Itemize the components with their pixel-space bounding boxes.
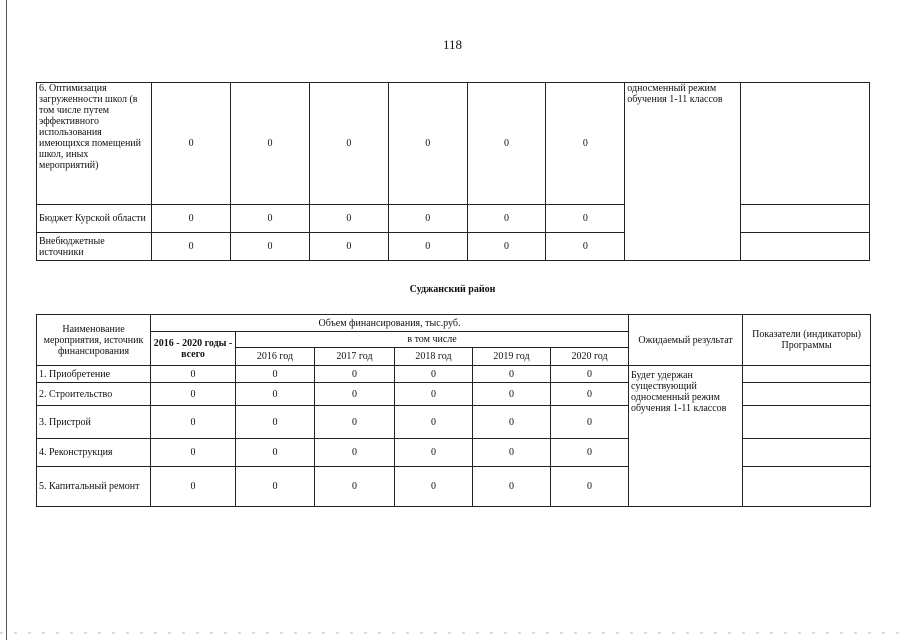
cell-value: 0 bbox=[151, 439, 236, 467]
table-row bbox=[37, 233, 870, 261]
header-total: 2016 - 2020 годы - всего bbox=[151, 332, 236, 366]
cell-value: 0 bbox=[315, 406, 395, 439]
header-funding: Объем финансирования, тыс.руб. bbox=[151, 315, 629, 332]
header-indicators: Показатели (индикаторы) Программы bbox=[743, 315, 871, 366]
cell-value: 0 bbox=[388, 83, 467, 205]
cell-value: 0 bbox=[395, 406, 473, 439]
cell-value: 0 bbox=[388, 205, 467, 233]
cell-value: 0 bbox=[231, 83, 310, 205]
cell-value: 0 bbox=[151, 406, 236, 439]
row-label: 6. Оптимизация загруженности школ (в том числе путем эффективного использования имеющихся помещений школ, иных мероприятий) bbox=[37, 83, 152, 205]
table-row bbox=[37, 383, 871, 406]
indicator-cell bbox=[743, 467, 871, 507]
cell-value: 0 bbox=[315, 383, 395, 406]
indicator-cell bbox=[743, 406, 871, 439]
cell-value: 0 bbox=[151, 366, 236, 383]
indicator-cell bbox=[743, 383, 871, 406]
row-label: Внебюджетные источники bbox=[37, 233, 152, 261]
cell-value: 0 bbox=[467, 205, 546, 233]
page-edge-line bbox=[6, 0, 7, 640]
table-financing-sudzha bbox=[36, 314, 871, 507]
cell-value: 0 bbox=[473, 366, 551, 383]
cell-value: 0 bbox=[231, 205, 310, 233]
cell-value: 0 bbox=[551, 406, 629, 439]
cell-value: 0 bbox=[236, 383, 315, 406]
cell-value: 0 bbox=[315, 439, 395, 467]
cell-value: 0 bbox=[473, 383, 551, 406]
cell-value: 0 bbox=[151, 383, 236, 406]
cell-value: 0 bbox=[546, 205, 625, 233]
cell-value: 0 bbox=[236, 366, 315, 383]
cell-value: 0 bbox=[395, 366, 473, 383]
cell-value: 0 bbox=[395, 467, 473, 507]
cell-value: 0 bbox=[395, 439, 473, 467]
table-financing-continued bbox=[36, 82, 870, 261]
cell-value: 0 bbox=[309, 233, 388, 261]
cell-value: 0 bbox=[546, 233, 625, 261]
cell-value: 0 bbox=[473, 439, 551, 467]
cell-value: 0 bbox=[551, 366, 629, 383]
section-title: Суджанский район bbox=[409, 284, 496, 295]
indicator-cell bbox=[740, 233, 869, 261]
cell-value: 0 bbox=[467, 233, 546, 261]
header-including: в том числе bbox=[236, 332, 629, 348]
table-row bbox=[37, 439, 871, 467]
row-label: 5. Капитальный ремонт bbox=[37, 467, 151, 507]
header-year: 2018 год bbox=[395, 348, 473, 366]
row-label: 3. Пристрой bbox=[37, 406, 151, 439]
row-label: Бюджет Курской области bbox=[37, 205, 152, 233]
cell-value: 0 bbox=[467, 83, 546, 205]
cell-value: 0 bbox=[309, 205, 388, 233]
cell-value: 0 bbox=[395, 383, 473, 406]
cell-value: 0 bbox=[473, 467, 551, 507]
cell-value: 0 bbox=[152, 233, 231, 261]
table-row bbox=[37, 83, 870, 205]
row-label: 4. Реконструкция bbox=[37, 439, 151, 467]
cell-value: 0 bbox=[551, 439, 629, 467]
table-row bbox=[37, 467, 871, 507]
cell-value: 0 bbox=[236, 467, 315, 507]
table-row bbox=[37, 205, 870, 233]
cell-value: 0 bbox=[315, 366, 395, 383]
cell-value: 0 bbox=[236, 439, 315, 467]
cell-value: 0 bbox=[473, 406, 551, 439]
indicator-cell bbox=[740, 83, 869, 205]
header-row bbox=[37, 315, 871, 332]
cell-value: 0 bbox=[551, 383, 629, 406]
header-year: 2016 год bbox=[236, 348, 315, 366]
cell-value: 0 bbox=[309, 83, 388, 205]
cell-value: 0 bbox=[388, 233, 467, 261]
cell-value: 0 bbox=[315, 467, 395, 507]
cell-value: 0 bbox=[236, 406, 315, 439]
header-year: 2017 год bbox=[315, 348, 395, 366]
cell-value: 0 bbox=[152, 83, 231, 205]
header-name: Наименование мероприятия, источник финансирования bbox=[37, 315, 151, 366]
indicator-cell bbox=[743, 439, 871, 467]
cell-value: 0 bbox=[551, 467, 629, 507]
header-result: Ожидаемый результат bbox=[629, 315, 743, 366]
header-year: 2019 год bbox=[473, 348, 551, 366]
header-year: 2020 год bbox=[551, 348, 629, 366]
expected-result: односменный режим обучения 1-11 классов bbox=[625, 83, 740, 261]
indicator-cell bbox=[740, 205, 869, 233]
cell-value: 0 bbox=[152, 205, 231, 233]
expected-result: Будет удержан существующий односменный режим обучения 1-11 классов bbox=[629, 366, 743, 507]
scan-artifact bbox=[0, 632, 905, 634]
table-row bbox=[37, 366, 871, 383]
row-label: 1. Приобретение bbox=[37, 366, 151, 383]
cell-value: 0 bbox=[231, 233, 310, 261]
page-number: 118 bbox=[442, 37, 463, 52]
cell-value: 0 bbox=[151, 467, 236, 507]
cell-value: 0 bbox=[546, 83, 625, 205]
indicator-cell bbox=[743, 366, 871, 383]
row-label: 2. Строительство bbox=[37, 383, 151, 406]
table-row bbox=[37, 406, 871, 439]
